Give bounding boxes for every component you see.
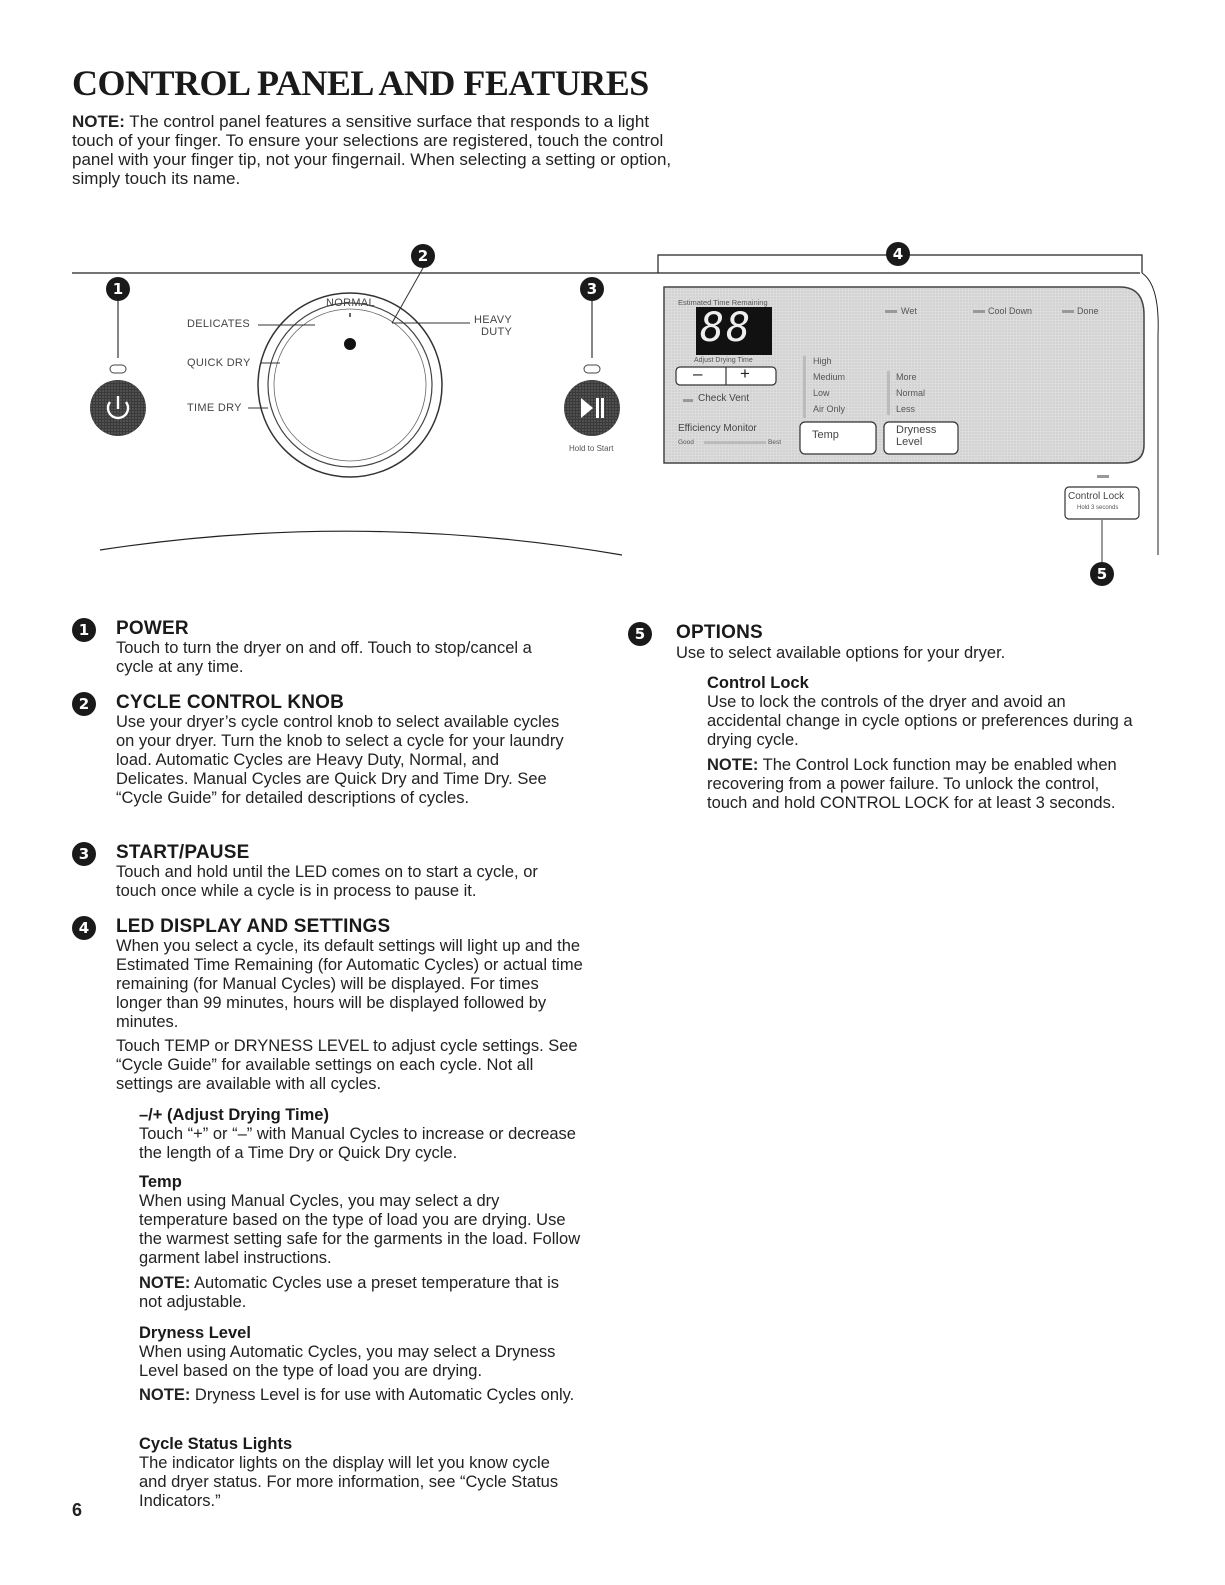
note-text: The control panel features a sensitive surface that responds to a light touch of your finger. To ensure your selections are registered, touch the control panel with your finger tip, not your fingernail. When selecting a setting or option, simply touch its name. [72, 112, 672, 188]
plus-button[interactable]: + [740, 364, 750, 383]
knob-label-normal[interactable]: NORMAL [326, 297, 375, 309]
start-pause-button[interactable] [564, 380, 622, 438]
temp-note-label: NOTE: [139, 1274, 191, 1292]
adjust-drying-label: Adjust Drying Time [694, 357, 753, 364]
control-lock-text: Use to lock the controls of the dryer and avoid an accidental change in cycle options or preferences during a drying cycle. [707, 693, 1133, 749]
callout-1-icon: 1 [106, 277, 130, 301]
page-number: 6 [72, 1500, 83, 1520]
options-heading: OPTIONS [676, 622, 763, 643]
adjust-text: Touch “+” or “–” with Manual Cycles to increase or decrease the length of a Time Dry or Quick Dry cycle. [139, 1125, 576, 1162]
callout-2-icon: 2 [411, 244, 435, 268]
led-heading: LED DISPLAY AND SETTINGS [116, 916, 391, 937]
status-wet: Wet [901, 306, 917, 316]
callout-3-icon: 3 [580, 277, 604, 301]
knob-label-heavy[interactable]: HEAVY [474, 314, 512, 326]
dry-level-normal: Normal [896, 388, 926, 398]
knob-heading: CYCLE CONTROL KNOB [116, 692, 345, 713]
temp-button[interactable]: Temp [812, 429, 839, 441]
status-text: The indicator lights on the display will let you know cycle and dryer status. For more information, see “Cycle Status Indicators.” [139, 1454, 559, 1510]
callout-4-icon: 4 [886, 242, 910, 266]
dry-level-less: Less [896, 404, 916, 414]
temp-note-text: Automatic Cycles use a preset temperature that is not adjustable. [139, 1274, 560, 1311]
section-5-icon: 5 [628, 622, 652, 646]
adjust-heading: –/+ (Adjust Drying Time) [139, 1106, 329, 1124]
dryness-button-line1[interactable]: Dryness [896, 424, 937, 436]
callout-5-icon: 5 [1090, 562, 1114, 586]
section-3-icon: 3 [72, 842, 96, 866]
check-vent-label: Check Vent [698, 393, 750, 404]
temp-heading: Temp [139, 1173, 182, 1191]
status-heading: Cycle Status Lights [139, 1435, 293, 1453]
temp-level-high: High [813, 356, 832, 366]
section-2-icon: 2 [72, 692, 96, 716]
section-4-icon: 4 [72, 916, 96, 940]
power-heading: POWER [116, 618, 189, 639]
intro-note [72, 112, 672, 188]
efficiency-label: Efficiency Monitor [678, 423, 757, 434]
dryness-note-label: NOTE: [139, 1386, 191, 1404]
section-1-icon: 1 [72, 618, 96, 642]
time-digits: 88 [700, 305, 753, 351]
knob-text: Use your dryer’s cycle control knob to select available cycles on your dryer. Turn the knob to select a cycle for your laundry load. Automatic Cycles are Heavy Duty, Normal, and Delicates. Manual Cycles are Quick Dry and Time Dry. See “Cycle Guide” for detailed descriptions of cycles. [116, 713, 564, 807]
dryness-note-text: Dryness Level is for use with Automatic Cycles only. [190, 1386, 575, 1404]
dry-level-more: More [896, 372, 917, 382]
temp-note [139, 1274, 584, 1312]
minus-button[interactable]: – [693, 364, 703, 383]
lock-note-text: The Control Lock function may be enabled when recovering from a power failure. To unlock the control, touch and hold CONTROL LOCK for at least 3 seconds. [707, 756, 1117, 812]
dryness-text: When using Automatic Cycles, you may select a Dryness Level based on the type of load you are drying. [139, 1343, 556, 1380]
page-title: CONTROL PANEL AND FEATURES [72, 63, 649, 103]
status-cool-down: Cool Down [988, 306, 1033, 316]
start-heading: START/PAUSE [116, 842, 250, 863]
control-lock-heading: Control Lock [707, 674, 809, 692]
start-text: Touch and hold until the LED comes on to start a cycle, or touch once while a cycle is in process to pause it. [116, 863, 538, 900]
dryness-button-line2[interactable]: Level [896, 436, 923, 448]
control-panel-diagram [0, 225, 1225, 590]
hold-to-start-label: Hold to Start [569, 444, 614, 453]
knob-label-delicates[interactable]: DELICATES [187, 318, 251, 330]
dryness-heading: Dryness Level [139, 1324, 251, 1342]
efficiency-best: Best [768, 439, 782, 446]
power-text: Touch to turn the dryer on and off. Touch to stop/cancel a cycle at any time. [116, 639, 532, 676]
control-lock-button[interactable]: Control Lock [1068, 491, 1125, 502]
est-time-label: Estimated Time Remaining [678, 298, 768, 307]
efficiency-good: Good [678, 439, 694, 446]
note-label: NOTE: [72, 112, 125, 131]
temp-level-low: Low [813, 388, 830, 398]
led-text2: Touch TEMP or DRYNESS LEVEL to adjust cycle settings. See “Cycle Guide” for available settings on each cycle. Not all settings are available with all cycles. [116, 1037, 578, 1093]
temp-level-medium: Medium [813, 372, 846, 382]
options-text: Use to select available options for your dryer. [676, 644, 1006, 662]
lock-note-label: NOTE: [707, 756, 759, 774]
temp-level-air-only: Air Only [813, 404, 846, 414]
hold-3-seconds-label: Hold 3 seconds [1077, 505, 1119, 511]
control-lock-note [707, 756, 1137, 813]
status-done: Done [1077, 306, 1099, 316]
knob-label-time-dry[interactable]: TIME DRY [187, 402, 242, 414]
power-button[interactable] [100, 375, 160, 435]
knob-label-duty[interactable]: DUTY [481, 326, 513, 338]
dryness-note [139, 1386, 587, 1405]
knob-label-quick-dry[interactable]: QUICK DRY [187, 357, 251, 369]
temp-text: When using Manual Cycles, you may select a dry temperature based on the type of load you are drying. Use the warmest setting safe for the garments in the load. Follow garment label instructions. [139, 1192, 581, 1267]
led-text: When you select a cycle, its default settings will light up and the Estimated Time Remaining (for Automatic Cycles) or actual time remaining (for Manual Cycles) will be displayed. For times longer than 99 minutes, hours will be displayed followed by minutes. [116, 937, 583, 1031]
